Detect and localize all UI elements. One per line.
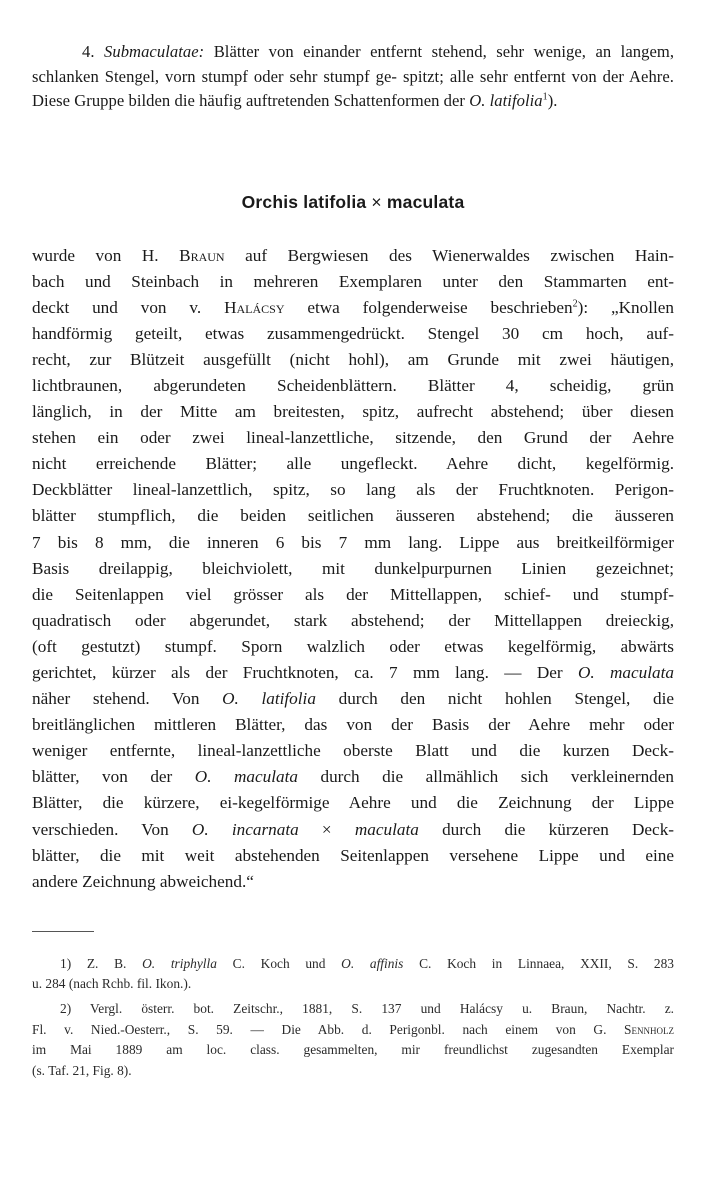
body-line-17 <box>32 660 674 686</box>
footnote-1-line-1 <box>32 954 674 975</box>
footnote-2 <box>32 999 674 1081</box>
body-text: durch die allmählich sich verkleinernden <box>297 767 674 787</box>
footnote-text: Fl. v. Nied.-Oesterr., S. 59. — Die Abb. d. Perigonbl. nach einem von G. <box>32 1021 625 1037</box>
body-line-7: länglich, in der Mitte am breitesten, spitz, aufrecht abstehend; über diesen <box>32 402 674 422</box>
intro-line-4-prefix: auftretenden Schattenformen der <box>245 91 470 110</box>
body-text: durch die kürzeren Deck- <box>418 819 675 839</box>
body-line-19: breitlänglichen mittleren Blätter, das von der Basis der Aehre mehr oder <box>32 715 674 735</box>
footnotes <box>32 954 674 1082</box>
title-part-1: Orchis latifolia <box>241 191 367 212</box>
hybrid-cross: × <box>298 819 355 839</box>
footnote-2-line-1: 2) Vergl. österr. bot. Zeitschr., 1881, S. 137 und Halácsy u. Braun, Nachtr. z. <box>60 1001 674 1017</box>
body-line-13: Basis dreilappig, bleichviolett, mit dunkelpurpurnen Linien gezeichnet; <box>32 558 674 578</box>
body-line-21 <box>32 764 674 790</box>
body-line-14: die Seitenlappen viel grösser als der Mittellappen, schief- und stumpf- <box>32 584 674 604</box>
body-line-10: Deckblätter lineal-lanzettlich, spitz, so lang als der Fruchtknoten. Perigon- <box>32 480 674 500</box>
species-italic: O. maculata <box>577 663 674 682</box>
species-italic: O. affinis <box>341 955 404 971</box>
body-text: blätter, von der <box>32 767 195 787</box>
body-line-8: stehen ein oder zwei lineal-lanzettliche, sitzende, den Grund der Aehre <box>32 428 674 448</box>
body-line-15: quadratisch oder abgerundet, stark abstehend; der Mittellappen dreieckig, <box>32 610 674 630</box>
body-line-11: blätter stumpflich, die beiden seitlichen äusseren abstehend; die äusseren <box>32 506 674 526</box>
body-text: ): „Knollen <box>577 297 674 317</box>
footnote-2-line-2 <box>32 1020 674 1041</box>
body-line-12: 7 bis 8 mm, die inneren 6 bis 7 mm lang. Lippe aus breitkeilförmiger <box>32 532 674 552</box>
intro-line-3: spitzt; alle sehr entfernt von der Aehre. Diese Gruppe bilden die häufig <box>32 66 674 110</box>
intro-line-4-suffix: ). <box>547 91 558 110</box>
author-braun: Braun <box>179 245 225 265</box>
body-line-22: Blätter, die kürzere, ei-kegelförmige Aehre und die Zeichnung der Lippe <box>32 793 674 813</box>
document-page <box>32 40 674 1085</box>
intro-footnote-ref: 1 <box>542 91 548 103</box>
body-line-2: bach und Steinbach in mehreren Exemplaren unter den Stammarten ent- <box>32 271 674 291</box>
body-line-1 <box>32 243 674 269</box>
body-line-23 <box>32 817 674 843</box>
footnote-2-line-4: (s. Taf. 21, Fig. 8). <box>32 1062 132 1078</box>
title-part-2: maculata <box>386 191 465 212</box>
intro-line-1: Blätter von einander entfernt stehend, sehr <box>213 42 525 61</box>
footnote-text: C. Koch und <box>216 955 342 971</box>
intro-line-2: wenige, an langem, schlanken Stengel, vorn stumpf oder sehr stumpf ge- <box>32 42 675 86</box>
species-italic: O. triphylla <box>142 955 217 971</box>
body-text: etwa folgenderweise beschrieben <box>284 297 573 317</box>
body-text: näher stehend. Von <box>32 689 223 709</box>
body-line-16: (oft gestutzt) stumpf. Sporn walzlich oder etwas kegelförmig, abwärts <box>32 636 674 656</box>
description-paragraph <box>32 243 674 895</box>
body-text: deckt und von v. <box>32 297 225 317</box>
body-line-25: andere Zeichnung abweichend.“ <box>32 871 254 891</box>
body-line-3 <box>32 295 674 321</box>
species-italic: O. maculata <box>194 767 298 787</box>
intro-term: Submaculatae: <box>104 42 205 61</box>
body-line-24: blätter, die mit weit abstehenden Seitenlappen versehene Lippe und eine <box>32 845 674 865</box>
body-line-6: lichtbraunen, abgerundeten Scheidenblättern. Blätter 4, scheidig, grün <box>32 375 674 395</box>
section-title <box>32 192 674 213</box>
body-text: gerichtet, kürzer als der Fruchtknoten, ca. 7 mm lang. — Der <box>32 663 578 682</box>
footnote-ref: 2 <box>572 297 578 309</box>
author-halacsy: Halácsy <box>224 297 285 317</box>
title-cross: × <box>371 191 382 212</box>
intro-paragraph <box>32 40 674 114</box>
body-text: wurde von H. <box>32 245 180 265</box>
intro-number: 4. <box>82 42 95 61</box>
footnote-1 <box>32 954 674 995</box>
species-italic: O. incarnata <box>191 819 299 839</box>
footnote-text: 1) Z. B. <box>60 955 143 971</box>
body-line-20: weniger entfernte, lineal-lanzettliche oberste Blatt und die kurzen Deck- <box>32 741 674 761</box>
body-text: durch den nicht hohlen Stengel, die <box>315 689 674 709</box>
footnote-text: C. Koch in Linnaea, XXII, S. 283 <box>403 955 674 971</box>
author-sennholz: Sennholz <box>624 1021 674 1037</box>
species-italic: O. latifolia <box>222 689 316 709</box>
footnote-separator <box>32 931 94 932</box>
body-text: verschieden. Von <box>32 819 192 839</box>
footnote-2-line-3: im Mai 1889 am loc. class. gesammelten, mir freundlichst zugesandten Exemplar <box>32 1042 674 1058</box>
body-line-18 <box>32 686 674 712</box>
footnote-1-line-2: u. 284 (nach Rchb. fil. Ikon.). <box>32 976 192 992</box>
species-italic: maculata <box>354 819 419 839</box>
body-line-4: handförmig geteilt, etwas zusammengedrückt. Stengel 30 cm hoch, auf- <box>32 323 674 343</box>
body-line-9: nicht erreichende Blätter; alle ungefleckt. Aehre dicht, kegelförmig. <box>32 454 674 474</box>
intro-italic-species: O. latifolia <box>469 91 543 110</box>
body-text: auf Bergwiesen des Wienerwaldes zwischen Hain- <box>224 245 674 265</box>
body-line-5: recht, zur Blützeit ausgefüllt (nicht hohl), am Grunde mit zwei häutigen, <box>32 349 674 369</box>
